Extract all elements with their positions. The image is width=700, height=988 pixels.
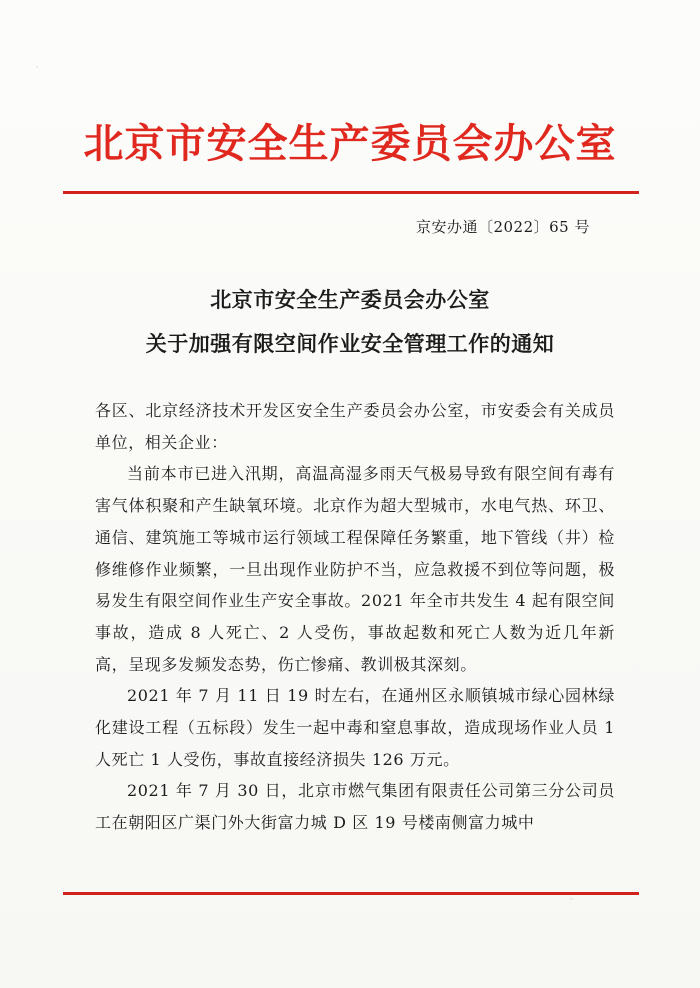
letterhead-red-rule xyxy=(63,191,639,194)
document-number: 京安办通〔2022〕65 号 xyxy=(415,218,590,236)
notice-title-line1: 北京市安全生产委员会办公室 xyxy=(210,288,490,312)
body-paragraph-1: 当前本市已进入汛期，高温高湿多雨天气极易导致有限空间有毒有害气体积聚和产生缺氧环境。北京作为超大型城市，水电气热、环卫、通信、建筑施工等城市运行领域工程保障任务繁重，地下管线（井）检修维修作业频繁，一旦出现作业防护不当，应急救援不到位等问题，极易发生有限空间作业生产安全事故。2021 年全市共发生 4 起有限空间事故，造成 8 人死亡、2 人受伤，事故起数和死亡人数为近几年新高，呈现多发频发态势，伤亡惨痛、教训极其深刻。 xyxy=(95,464,615,674)
footer-red-rule xyxy=(63,892,639,895)
body-paragraph-3: 2021 年 7 月 30 日，北京市燃气集团有限责任公司第三分公司员工在朝阳区广渠门外大街富力城 D 区 19 号楼南侧富力城中 xyxy=(95,781,615,833)
scan-speck xyxy=(570,898,573,900)
notice-title-line2: 关于加强有限空间作业安全管理工作的通知 xyxy=(145,332,555,356)
scan-speck xyxy=(36,66,38,68)
notice-body xyxy=(95,395,615,839)
org-letterhead-title: 北京市安全生产委员会办公室 xyxy=(83,121,617,167)
salutation: 各区、北京经济技术开发区安全生产委员会办公室，市安委会有关成员单位，相关企业： xyxy=(95,401,615,452)
body-paragraph-2: 2021 年 7 月 11 日 19 时左右，在通州区永顺镇城市绿心园林绿化建设工程（五标段）发生一起中毒和窒息事故，造成现场作业人员 1 人死亡 1 人受伤，事故直接经济损失 126 万元。 xyxy=(95,686,615,769)
